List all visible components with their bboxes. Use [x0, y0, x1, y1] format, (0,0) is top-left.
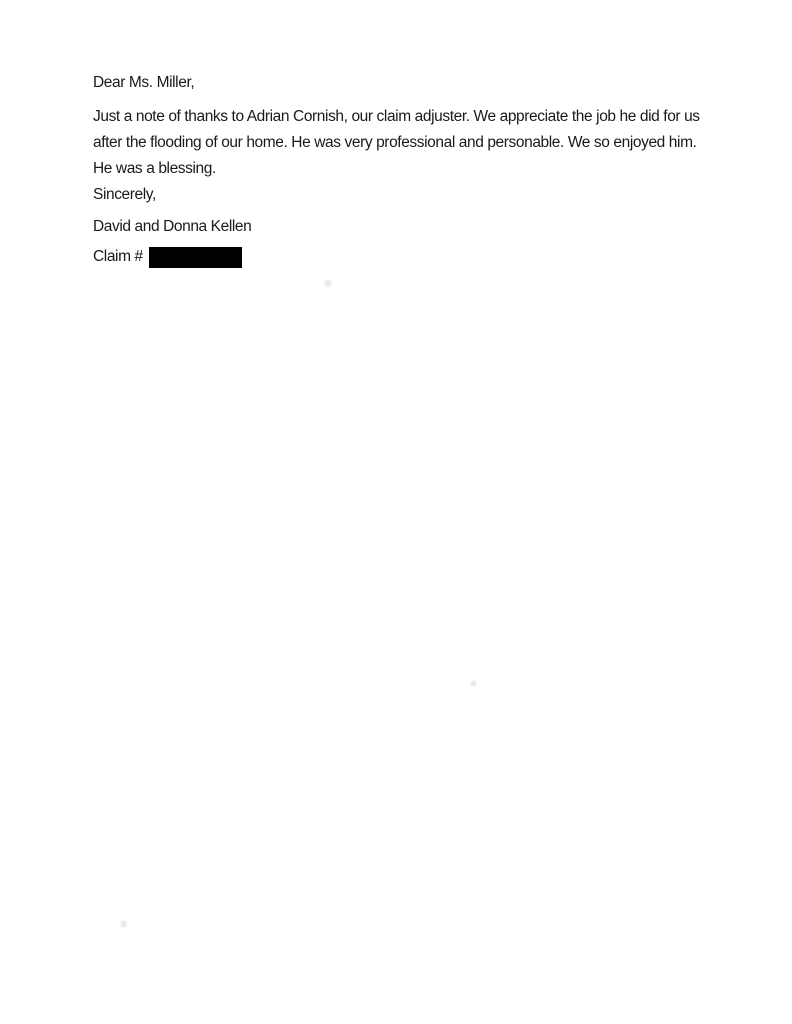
- claim-label: Claim #: [93, 248, 143, 265]
- claim-number-redaction-bar: [149, 247, 242, 268]
- scan-speck: [121, 921, 126, 927]
- closing: Sincerely,: [93, 186, 156, 203]
- scan-speck: [325, 280, 331, 286]
- body-line: He was a blessing.: [93, 160, 216, 177]
- salutation: Dear Ms. Miller,: [93, 74, 195, 91]
- body-line: after the flooding of our home. He was very professional and personable. We so enjoyed him.: [93, 134, 697, 151]
- letter-body: [93, 104, 700, 182]
- signature: David and Donna Kellen: [93, 218, 252, 235]
- claim-line: [93, 244, 242, 270]
- scan-speck: [471, 681, 476, 686]
- body-line: Just a note of thanks to Adrian Cornish, our claim adjuster. We appreciate the job he did for us: [93, 108, 700, 125]
